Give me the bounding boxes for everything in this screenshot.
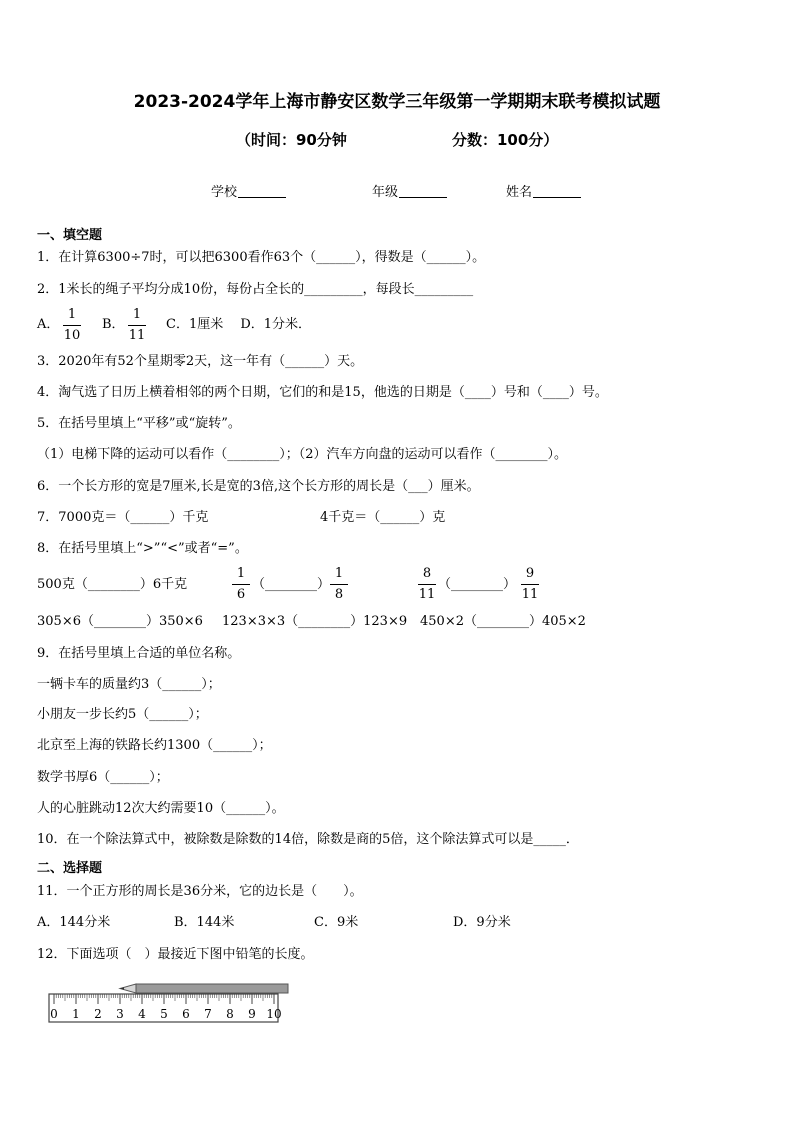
school-label: 学校 [211, 185, 238, 200]
ruler-label: 4 [138, 1007, 146, 1021]
ruler-body [49, 994, 282, 1022]
q11-option-b: B．144米 [174, 915, 235, 930]
name-blank[interactable] [533, 184, 581, 198]
ruler-label: 6 [182, 1007, 190, 1021]
exam-score: 分数：100分） [452, 131, 559, 149]
fraction-numerator: 1 [67, 307, 77, 322]
ruler-label: 1 [72, 1007, 80, 1021]
fraction-denominator: 11 [418, 587, 436, 602]
question-4: 4．淘气选了日历上横着相邻的两个日期，它们的和是15，他选的日期是（____）号和（____）号。 [37, 385, 608, 400]
ruler-label: 8 [226, 1007, 234, 1021]
q8-row1-b-blank: （________） [252, 577, 331, 592]
pencil-icon [120, 984, 288, 993]
q9-line-4: 数学书厚6（______）； [37, 770, 169, 785]
question-10: 10．在一个除法算式中，被除数是除数的14倍，除数是商的5倍，这个除法算式可以是_____． [37, 832, 579, 847]
q8-fraction-1-8 [328, 566, 350, 603]
q8-row2-c: 450×2（________）405×2 [420, 614, 586, 629]
q8-row1-c-blank: （________） [438, 577, 517, 592]
fraction-bar [521, 584, 539, 585]
ruler-label: 5 [160, 1007, 168, 1021]
question-1: 1．在计算6300÷7时，可以把6300看作63个（______），得数是（______）。 [37, 250, 486, 265]
question-6: 6．一个长方形的宽是7厘米,长是宽的3倍,这个长方形的周长是（___）厘米。 [37, 479, 480, 494]
section-fill-blank-title: 一、填空题 [37, 228, 103, 243]
page-title: 2023-2024学年上海市静安区数学三年级第一学期期末联考模拟试题 [133, 92, 661, 112]
fraction-bar [63, 325, 81, 326]
grade-blank[interactable] [399, 184, 447, 198]
fraction-bar [330, 584, 348, 585]
school-field [211, 181, 286, 200]
question-5-sub: （1）电梯下降的运动可以看作（________）；（2）汽车方向盘的运动可以看作（________）。 [37, 447, 568, 462]
fraction-numerator: 8 [422, 566, 432, 581]
school-blank[interactable] [238, 184, 286, 198]
fraction-numerator: 1 [334, 566, 344, 581]
q8-fraction-1-6 [230, 566, 252, 603]
fraction-denominator: 11 [128, 328, 146, 343]
question-3: 3．2020年有52个星期零2天，这一年有（______）天。 [37, 354, 364, 369]
q2-options-cd: C．1厘米 D．1分米． [166, 317, 312, 332]
fraction-numerator: 1 [132, 307, 142, 322]
q9-line-2: 小朋友一步长约5（______）； [37, 707, 208, 722]
q8-fraction-8-11 [416, 566, 438, 603]
fraction-bar [128, 325, 146, 326]
ruler-label: 9 [248, 1007, 256, 1021]
q8-row2-a: 305×6（________）350×6 [37, 614, 203, 629]
fraction-bar [418, 584, 436, 585]
fraction-bar [232, 584, 250, 585]
ruler-label: 2 [94, 1007, 102, 1021]
q2-option-a-prefix: A． [37, 317, 60, 332]
ruler-label: 7 [204, 1007, 212, 1021]
fraction-denominator: 8 [334, 587, 344, 602]
question-5: 5．在括号里填上“平移”或“旋转”。 [37, 416, 241, 431]
q2-option-b-prefix: B． [102, 317, 125, 332]
q9-line-3: 北京至上海的铁路长约1300（______）； [37, 738, 272, 753]
q8-row1-a: 500克（________）6千克 [37, 577, 188, 592]
fraction-denominator: 6 [236, 587, 246, 602]
ruler-label: 10 [266, 1007, 282, 1021]
exam-time: （时间：90分钟 [236, 131, 347, 149]
q11-option-c: C．9米 [314, 915, 359, 930]
ruler-label: 3 [116, 1007, 124, 1021]
q11-option-d: D．9分米 [453, 915, 511, 930]
fraction-numerator: 9 [525, 566, 535, 581]
grade-label: 年级 [372, 185, 399, 200]
question-7-right: 4千克＝（______）克 [320, 510, 446, 525]
section-choice-title: 二、选择题 [37, 861, 103, 876]
name-field [506, 181, 581, 200]
ruler-with-pencil-figure [48, 982, 293, 1024]
grade-field [372, 181, 447, 200]
question-7-left: 7．7000克＝（______）千克 [37, 510, 209, 525]
question-11: 11．一个正方形的周长是36分米，它的边长是（ ）。 [37, 884, 363, 899]
q9-line-1: 一辆卡车的质量约3（______）； [37, 677, 221, 692]
question-9: 9．在括号里填上合适的单位名称。 [37, 646, 241, 661]
question-12: 12．下面选项（ ）最接近下图中铅笔的长度。 [37, 947, 314, 962]
q9-line-5: 人的心脏跳动12次大约需要10（______）。 [37, 801, 285, 816]
ruler-label: 0 [50, 1007, 58, 1021]
fraction-numerator: 1 [236, 566, 246, 581]
q2-option-b-fraction [126, 307, 148, 344]
q8-fraction-9-11 [519, 566, 541, 603]
q8-row2-b: 123×3×3（________）123×9 [222, 614, 408, 629]
fraction-denominator: 10 [63, 328, 81, 343]
fraction-denominator: 11 [521, 587, 539, 602]
question-2: 2．1米长的绳子平均分成10份，每份占全长的_________，每段长_________ [37, 282, 474, 297]
question-8: 8．在括号里填上“>”“<”或者“=”。 [37, 541, 248, 556]
q11-option-a: A．144分米 [37, 915, 111, 930]
q2-option-a-fraction [61, 307, 83, 344]
name-label: 姓名 [506, 185, 533, 200]
